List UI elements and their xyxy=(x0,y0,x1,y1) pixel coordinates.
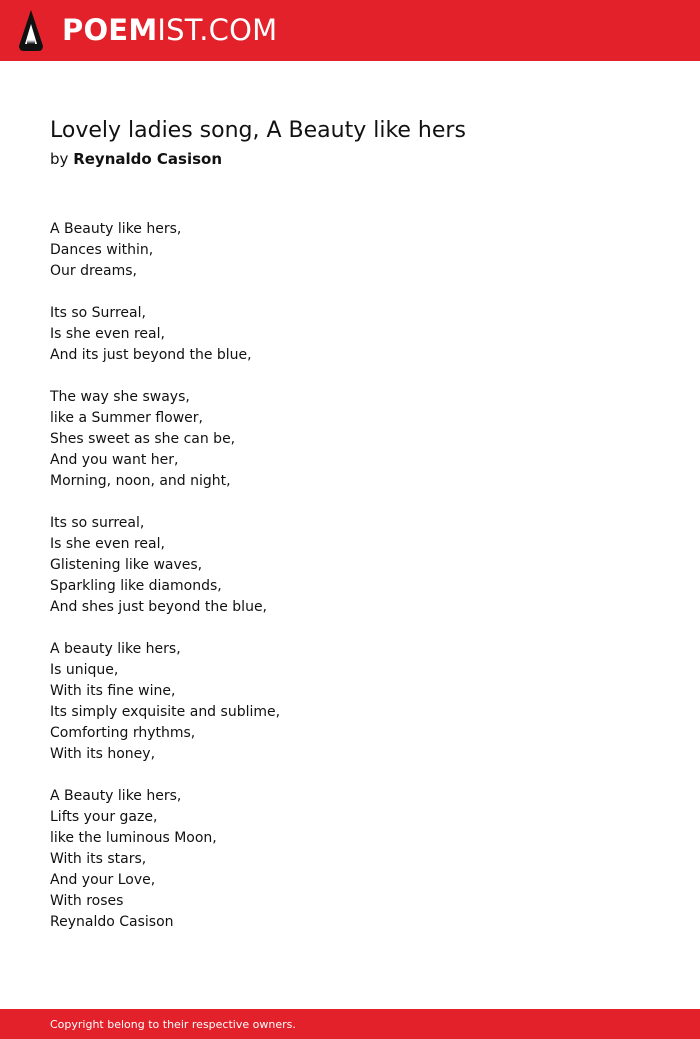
poem-line: And shes just beyond the blue, xyxy=(50,599,268,615)
poem-stanza xyxy=(50,219,650,282)
poem-line: Dances within, xyxy=(50,242,154,258)
by-label: by xyxy=(50,150,69,168)
poem-title: Lovely ladies song, A Beauty like hers xyxy=(50,118,466,143)
poem-line: Sparkling like diamonds, xyxy=(50,578,222,594)
poem-line: A Beauty like hers, xyxy=(50,788,182,804)
poem-line: like the luminous Moon, xyxy=(50,830,217,846)
poem-line: The way she sways, xyxy=(50,389,190,405)
poem-line: Is she even real, xyxy=(50,326,165,342)
poem-line: With its honey, xyxy=(50,746,156,762)
poem-line: Our dreams, xyxy=(50,263,138,279)
poem-line: And your Love, xyxy=(50,872,156,888)
poem-line: Morning, noon, and night, xyxy=(50,473,231,489)
poem-line: Comforting rhythms, xyxy=(50,725,196,741)
poem-line: With its fine wine, xyxy=(50,683,176,699)
poem-line: With its stars, xyxy=(50,851,147,867)
poem-line: And its just beyond the blue, xyxy=(50,347,252,363)
poem-line: With roses xyxy=(50,893,124,909)
poem-line: Lifts your gaze, xyxy=(50,809,158,825)
poem-line: Is she even real, xyxy=(50,536,165,552)
poem-line: And you want her, xyxy=(50,452,179,468)
poem-line: Its so surreal, xyxy=(50,515,145,531)
site-footer xyxy=(0,1009,700,1039)
poem-body xyxy=(50,219,650,954)
poem-line: Shes sweet as she can be, xyxy=(50,431,236,447)
poem-stanza xyxy=(50,303,650,366)
copyright-notice: Copyright belong to their respective owners. xyxy=(50,1018,296,1031)
site-logo-link[interactable] xyxy=(62,12,277,48)
logo-text-bold: POEM xyxy=(62,13,158,47)
poem-stanza xyxy=(50,387,650,492)
poem-line: A beauty like hers, xyxy=(50,641,181,657)
poem-line: like a Summer flower, xyxy=(50,410,203,426)
poem-line: Glistening like waves, xyxy=(50,557,203,573)
site-header xyxy=(0,0,700,61)
poem-line: Is unique, xyxy=(50,662,119,678)
poem-line: A Beauty like hers, xyxy=(50,221,182,237)
poem-line: Its simply exquisite and sublime, xyxy=(50,704,281,720)
poem-stanza xyxy=(50,513,650,618)
poem-line: Its so Surreal, xyxy=(50,305,146,321)
poem-line: Reynaldo Casison xyxy=(50,914,174,930)
poem-stanza xyxy=(50,639,650,765)
poem-byline xyxy=(50,149,222,169)
logo-text-light: IST.COM xyxy=(157,13,278,47)
pen-nib-logo-icon[interactable] xyxy=(18,10,44,52)
poem-author: Reynaldo Casison xyxy=(73,150,223,168)
poem-stanza xyxy=(50,786,650,933)
